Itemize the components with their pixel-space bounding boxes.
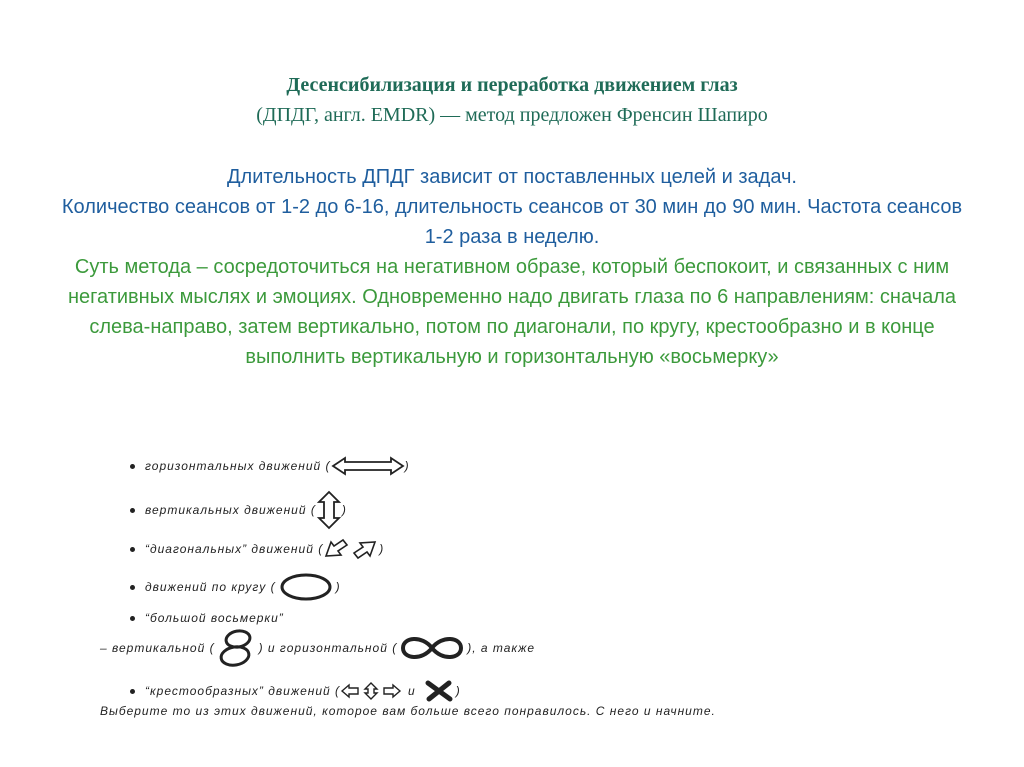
bullet: [130, 508, 135, 513]
bullet: [130, 547, 135, 552]
duration-line: Длительность ДПДГ зависит от поставленных целей и задач.: [227, 166, 797, 188]
body-text: [60, 162, 964, 372]
item-eight-variants: [100, 628, 535, 668]
item-horizontal-label: горизонтальных движений (: [145, 459, 331, 473]
method-essence: Суть метода – сосредоточиться на негативном образе, который беспокоит, и связанных с ним негативных мыслях и эмоциях. Одновременно надо двигать глаза по 6 направлениям: сначала слева-направо, затем вертикально, потом по диагонали, по кругу, крестообразно и в конце выполнить вертикальную и горизонтальную «восьмерку»: [68, 256, 956, 368]
bullet: [130, 689, 135, 694]
circle-icon: [276, 572, 336, 602]
diagonal-arrows-icon: [323, 538, 379, 560]
eye-movement-figure: [100, 448, 980, 748]
paren-close: ): [341, 503, 347, 517]
paren-close: ): [404, 459, 410, 473]
item-circle: [130, 572, 341, 602]
eight-vertical-label: – вертикальной (: [100, 641, 215, 655]
item-diagonal-label: “диагональных” движений (: [145, 542, 324, 556]
item-horizontal: [130, 456, 410, 476]
sessions-line: Количество сеансов от 1-2 до 6-16, длительность сеансов от 30 мин до 90 мин. Частота сеансов 1-2 раза в неделю.: [61, 196, 963, 248]
double-arrow-horizontal-icon: [331, 456, 405, 476]
figure-eight-horizontal-icon: [397, 633, 467, 663]
bullet: [130, 464, 135, 469]
paren-close: ): [455, 684, 461, 698]
and-word: и: [408, 684, 416, 698]
cross-arrows-icon: [340, 682, 402, 700]
item-cross: [130, 680, 461, 702]
figure-eight-vertical-icon: [215, 628, 259, 668]
item-big-eight-label: “большой восьмерки”: [145, 611, 284, 625]
x-cross-icon: [422, 680, 456, 702]
double-arrow-vertical-icon: [316, 490, 342, 530]
paren-close: ): [379, 542, 385, 556]
item-cross-label: “крестообразных” движений (: [145, 684, 341, 698]
bullet: [130, 585, 135, 590]
item-diagonal: [130, 538, 384, 560]
bullet: [130, 616, 135, 621]
item-vertical-label: вертикальных движений (: [145, 503, 316, 517]
slide-title: Десенсибилизация и переработка движением глаз: [286, 74, 738, 96]
paren-close: ): [335, 580, 341, 594]
item-vertical: [130, 490, 347, 530]
eight-post-label: ), а также: [467, 641, 536, 655]
item-big-eight: [130, 611, 284, 625]
eight-horizontal-label: ) и горизонтальной (: [258, 641, 398, 655]
item-circle-label: движений по кругу (: [145, 580, 276, 594]
title-block: [100, 70, 924, 130]
figure-note: Выберите то из этих движений, которое вам больше всего понравилось. С него и начните.: [100, 704, 716, 718]
slide-subtitle: (ДПДГ, англ. EMDR) — метод предложен Френсин Шапиро: [256, 104, 768, 126]
